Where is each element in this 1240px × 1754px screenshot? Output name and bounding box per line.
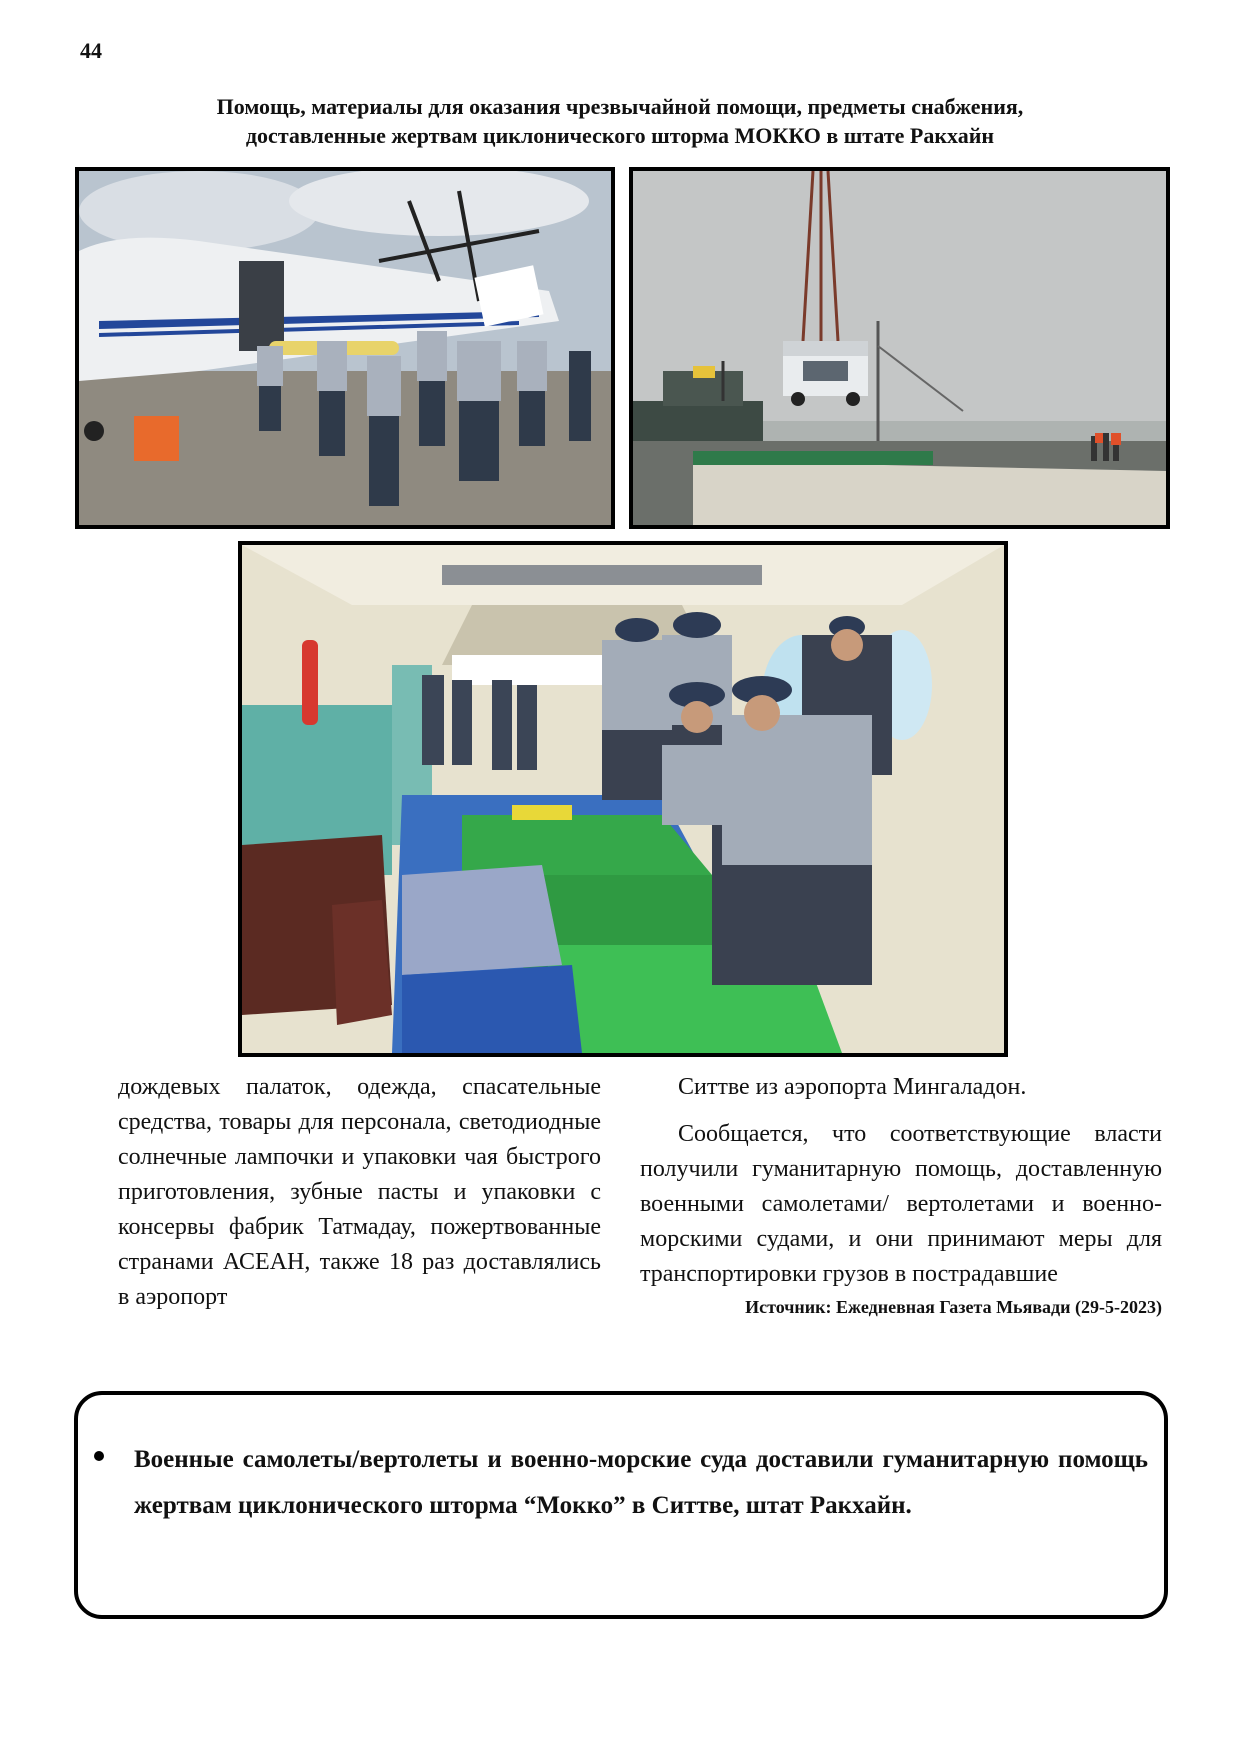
article-right-column [640, 1070, 1162, 1320]
ship-loading-image [633, 171, 1166, 525]
page-title-line-2: доставленные жертвам циклонического шторма МОККО в штате Ракхайн [245, 123, 995, 148]
photo-ship-loading [629, 167, 1170, 529]
article-left-column [118, 1070, 601, 1315]
page-title-line-1: Помощь, материалы для оказания чрезвычайной помощи, предметы снабжения, [216, 94, 1024, 119]
summary-callout-box [74, 1391, 1168, 1619]
page-number: 44 [80, 38, 102, 63]
article-right-paragraph-2: Сообщается, что соответствующие власти получили гуманитарную помощь, доставленную военными самолетами/ вертолетами и военно-морскими судами, и они принимают меры для транспортировки грузов в пострадавшие [640, 1121, 1162, 1287]
photo-cargo-hold [238, 541, 1008, 1057]
bullet-icon [94, 1451, 104, 1461]
page-title [70, 92, 1170, 150]
cargo-hold-image [242, 545, 1004, 1053]
photo-aircraft-unloading [75, 167, 615, 529]
summary-callout-text: Военные самолеты/вертолеты и военно-морские суда доставили гуманитарную помощь жертвам циклонического шторма “Мокко” в Ситтве, штат Ракхайн. [134, 1446, 1148, 1519]
article-right-paragraph-1: Ситтве из аэропорта Мингаладон. [678, 1074, 1027, 1100]
article-left-text: дождевых палаток, одежда, спасательные средства, товары для персонала, светодиодные солнечные лампочки и упаковки чая быстрого приготовления, зубные пасты и упаковки с консервы фабрик Татмадау, пожертвованные странами АСЕАН, также 18 раз доставлялись в аэропорт [118, 1074, 601, 1310]
article-source: Источник: Ежедневная Газета Мьявади (29-5-2023) [745, 1297, 1162, 1317]
aircraft-unloading-image [79, 171, 611, 525]
